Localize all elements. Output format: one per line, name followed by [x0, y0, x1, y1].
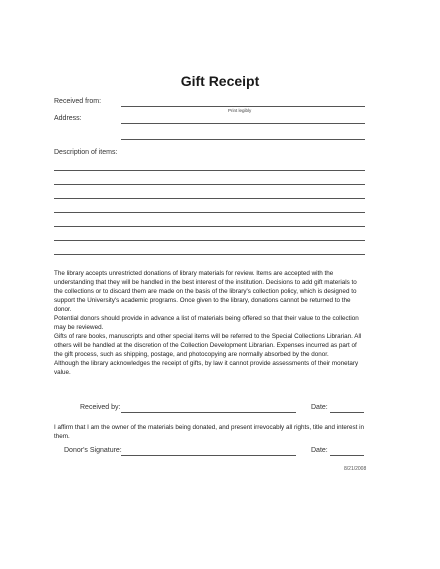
received-by-line[interactable]	[121, 412, 296, 413]
description-line[interactable]	[54, 226, 365, 227]
policy-paragraph: Although the library acknowledges the receipt of gifts, by law it cannot provide assessments of their monetary value.	[54, 360, 359, 376]
policy-paragraph: Gifts of rare books, manuscripts and other special items will be referred to the Special Collections Librarian. All others will be handled at the discretion of the Collection Development Librarian. Expenses incurred as part of the gift process, such as shipping, postage, and photocopying are normally absorbed by the donor.	[54, 333, 362, 358]
description-line[interactable]	[54, 212, 365, 213]
description-line[interactable]	[54, 184, 365, 185]
donor-date-line[interactable]	[330, 455, 364, 456]
description-line[interactable]	[54, 254, 365, 255]
policy-paragraph: The library accepts unrestricted donations of library materials for review. Items are accepted with the understanding that they will be handled in the best interest of the institution. Decisions to add gift materials to the collections or to discard them are made on the basis of the library's collection policy, which is designed to support the University's academic programs. Once given to the library, donations cannot be returned to the donor.	[54, 270, 357, 313]
date-label: Date:	[311, 404, 328, 411]
description-line[interactable]	[54, 170, 365, 171]
policy-paragraph: Potential donors should provide in advance a list of materials being offered so that their value to the collection may be reviewed.	[54, 315, 359, 331]
received-by-label: Received by:	[80, 404, 121, 411]
print-legibly-hint: Print legibly	[228, 108, 252, 113]
document-title: Gift Receipt	[180, 73, 260, 89]
address-line-2[interactable]	[121, 139, 365, 140]
received-from-label: Received from:	[54, 98, 102, 105]
policy-text	[54, 269, 366, 377]
date-label: Date:	[311, 447, 328, 454]
received-from-line[interactable]	[121, 106, 365, 107]
description-line[interactable]	[54, 198, 365, 199]
received-date-line[interactable]	[330, 412, 364, 413]
description-label: Description of items:	[54, 149, 118, 156]
address-label: Address:	[54, 115, 82, 122]
affirmation-text: I affirm that I am the owner of the materials being donated, and present irrevocably all rights, title and interest in them.	[54, 424, 364, 440]
footer-date: 8/21/2008	[344, 466, 367, 472]
address-line-1[interactable]	[121, 123, 365, 124]
donor-signature-line[interactable]	[121, 455, 296, 456]
description-line[interactable]	[54, 240, 365, 241]
donor-signature-label: Donor's Signature:	[64, 447, 122, 454]
